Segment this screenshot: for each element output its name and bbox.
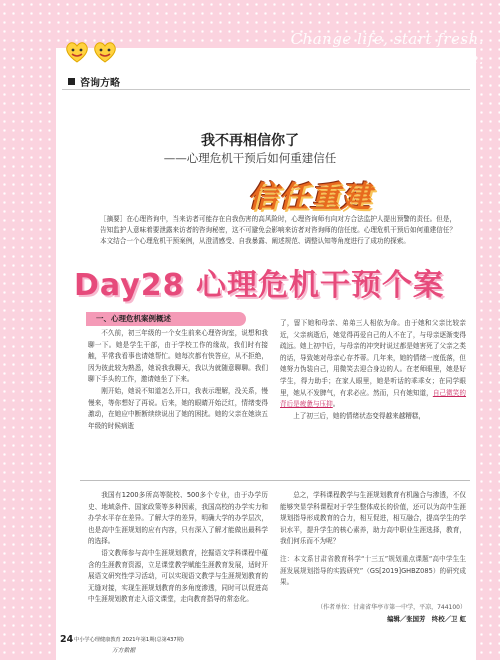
- body-column-left-bottom: [88, 490, 268, 606]
- body-column-right-bottom: [280, 490, 466, 589]
- editor-credit: 编辑／张国芳 终校／卫 虹: [387, 615, 466, 623]
- journal-name: [74, 636, 184, 643]
- column-break-divider: [80, 480, 470, 481]
- paragraph: 上了初三后，她的情绪状态变得越来越糟糕，: [293, 411, 426, 420]
- body-column-right-top: [280, 318, 466, 422]
- smiley-heart-icon: [92, 40, 118, 64]
- journal-title: 中小学心理健康教育: [74, 637, 121, 643]
- paragraph-continued: 了，留下她和母亲、弟弟三人相依为命。由于她和父亲比较亲近，父亲病逝后，她觉得再爱自己的人不在了，与母亲逐渐变得疏远。她上初中后，与母亲的冲突时说过都是她害死了父亲之类的话，导致她对母亲心存芥蒂。几年来，她的情绪一度低落，但她努力伪装自己，用微笑去迎合身边的人。在老师眼里，她是好学生，得力助手；在家人眼里，她是听话的乖乖女；在同学眼里，她从不发脾气，有求必应。然而，只有她知道，自己微笑的背后是疲惫与压抑。: [280, 319, 467, 409]
- slogan-line-1: Change life, start fresh.: [290, 30, 484, 48]
- journal-issue: 2021年第1期(总第437期): [122, 637, 184, 643]
- section-tag: 咨询方略: [80, 78, 120, 89]
- article-title: 我不再相信你了: [201, 133, 299, 149]
- case-banner: Day28 心理危机干预个案: [74, 268, 444, 303]
- paragraph-text: 了，留下她和母亲、弟弟三人相依为命。由于她和父亲比较亲近，父亲病逝后，她觉得再爱自己的人不在了，与母亲逐渐变得疏远。她上初中后，与母亲的冲突时说过都是她害死了父亲之类的话，导致她对母亲心存芥蒂。几年来，她的情绪一度低落，但她努力伪装自己，用微笑去迎合身边的人。在老师眼里，她是好学生，得力助手；在家人眼里，她是听话的乖乖女；在同学眼里，她从不发脾气，有求必应。然而，只有她知道，: [280, 319, 466, 397]
- highlighted-text: 自己微笑的背后是疲惫与压抑: [280, 388, 467, 409]
- paragraph: 语文教师参与高中生涯规划教育，挖掘语文学科课程中蕴含的生涯教育资源，立足课堂教学赋能生涯教育发展，适时开展语文研究性学习活动，可以实现语文教学与生涯规划教育的无缝对接，实现生涯规划教育的多角度渗透，同时可以促进高中生涯规划教育走入语文课堂，走向教育指导的常态化。: [88, 548, 268, 604]
- body-column-left-top: [88, 328, 268, 432]
- decorative-title: 信任重建: [248, 180, 372, 215]
- paragraph: 刚开始，她说不知道怎么开口，我表示理解，没关系，慢慢来，等你想好了再说。后来，她的眼睛开始泛红，情绪变得激动，在她应中断断续续说出了她的困扰。她的父亲在她读五年级的时候病逝: [88, 386, 268, 430]
- author-affiliation: （作者单位：甘肃省华亭市第一中学，平凉，744100）: [317, 604, 466, 611]
- page-number: 24: [60, 634, 74, 645]
- section-heading: 一、心理危机案例概述: [96, 314, 171, 323]
- footnote: 注：本文系甘肃省教育科学“十三五”规划重点课题“高中学生生涯发展规划指导的实践研究”（GS[2019]GHBZ085）的研究成果。: [280, 554, 466, 587]
- abstract: ［摘要］在心理咨询中，当来访者可能存在自我伤害的高风险时，心理咨询师有向对方合法监护人提出预警的责任。但是，告知监护人意味着要泄露来访者的咨询秘密，这不可避免会影响来访者对咨询师的信任度。心理危机干预后如何重建信任？本文结合一个心理危机干预案例，从澄清感受、自我暴露、阐述规范、调整认知等角度进行了成功的探索。: [100, 215, 457, 245]
- smiley-heart-icon: [64, 40, 90, 64]
- paragraph: 不久前，初三年级的一个女生前来心理咨询室，说想和我聊一下。她是学生干部，由于学校工作的缘故，我们时有接触，平常我看事也请她帮忙。她每次都有快答应，从不拒绝，因为彼此较为熟悉，她说我我聊天，我以为就随意聊聊。我们聊下手头的工作，邀请她坐了下来。: [88, 329, 268, 384]
- database-watermark: 万方数据: [112, 648, 136, 654]
- article-subtitle: ——心理危机干预后如何重建信任: [163, 151, 337, 165]
- paragraph: 总之，学科课程教学与生涯规划教育有机融合与渗透，不仅能够突显学科课程对于学生整体成长的价值，还可以为高中生涯规划指导形成教育的合力，相互促进，相互融合，提高学生的学识水平，提升学生的核心素养，助力高中职业生涯选择，教育，我们何乐而不为呢？: [280, 491, 466, 546]
- header-divider: [62, 89, 470, 90]
- slogan-line-2: The best is yet to come.: [291, 50, 484, 68]
- paragraph: 我国有1200多所高等院校、500多个专业，由于办学历史、地域条件、国家政策等多种因素，我国高校的办学实力和办学水平存在差异。了解大学的差异，明确大学的办学层次，也是高中生涯规划的应有内容，只有深入了解才能做出最科学的选择。: [88, 491, 268, 546]
- section-tag-marker: [68, 78, 75, 85]
